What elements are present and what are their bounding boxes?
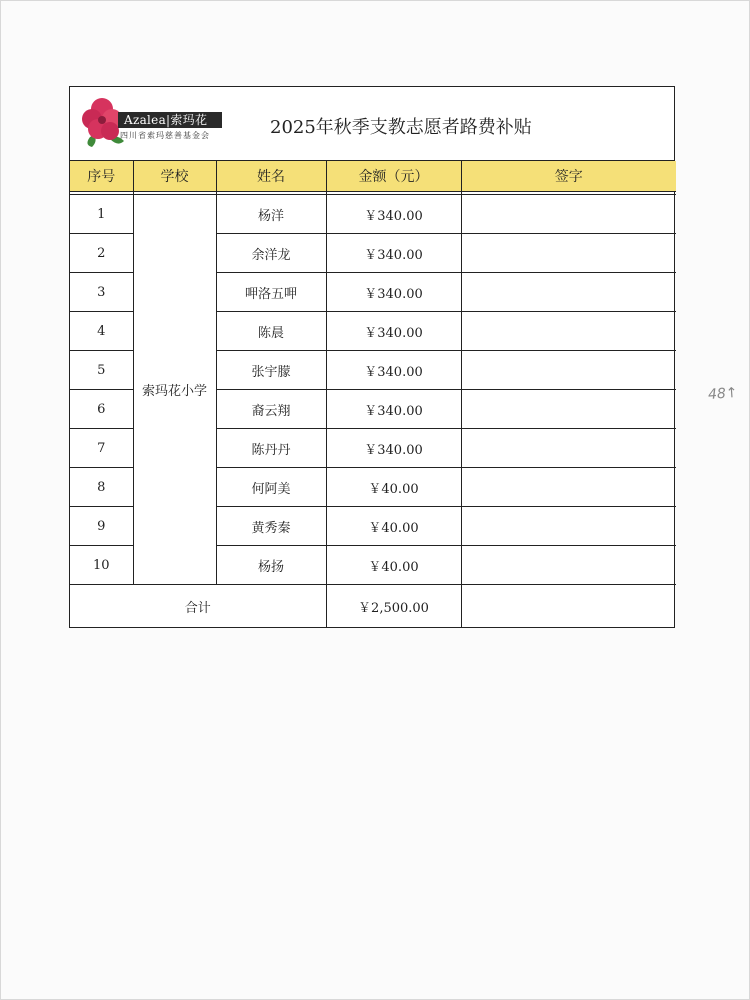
row-index: 4: [70, 312, 133, 351]
row-signature: [461, 546, 676, 585]
row-name: 余洋龙: [216, 234, 326, 273]
subsidy-table: [70, 161, 676, 627]
subsidy-document: [69, 86, 675, 628]
row-index: 9: [70, 507, 133, 546]
table-header-row: [70, 161, 676, 192]
row-index: 5: [70, 351, 133, 390]
row-name: 何阿美: [216, 468, 326, 507]
row-index: 10: [70, 546, 133, 585]
row-index: 7: [70, 429, 133, 468]
header-index: 序号: [70, 161, 133, 192]
row-amount: ￥40.00: [326, 468, 461, 507]
row-index: 8: [70, 468, 133, 507]
document-title: 2025年秋季支教志愿者路费补贴: [270, 117, 532, 138]
row-signature: [461, 351, 676, 390]
row-index: 2: [70, 234, 133, 273]
total-amount: ￥2,500.00: [326, 585, 461, 628]
row-amount: ￥340.00: [326, 390, 461, 429]
header-school: 学校: [133, 161, 216, 192]
table-row: [70, 195, 676, 234]
row-amount: ￥340.00: [326, 273, 461, 312]
row-signature: [461, 390, 676, 429]
row-signature: [461, 507, 676, 546]
row-name: 陈丹丹: [216, 429, 326, 468]
row-amount: ￥340.00: [326, 429, 461, 468]
row-signature: [461, 273, 676, 312]
row-index: 6: [70, 390, 133, 429]
row-signature: [461, 429, 676, 468]
header-signature: 签字: [461, 161, 676, 192]
row-name: 黄秀秦: [216, 507, 326, 546]
total-row: [70, 585, 676, 628]
handwritten-note: 48↑: [707, 384, 739, 404]
row-index: 1: [70, 195, 133, 234]
header-name: 姓名: [216, 161, 326, 192]
row-amount: ￥340.00: [326, 234, 461, 273]
logo-org-text: 四川省索玛慈善基金会: [120, 131, 210, 140]
row-name: 陈晨: [216, 312, 326, 351]
logo-brand-text: Azalea|索玛花: [118, 112, 222, 128]
row-signature: [461, 234, 676, 273]
row-index: 3: [70, 273, 133, 312]
row-signature: [461, 195, 676, 234]
row-name: 张宇朦: [216, 351, 326, 390]
row-signature: [461, 468, 676, 507]
row-amount: ￥40.00: [326, 507, 461, 546]
row-signature: [461, 312, 676, 351]
title-row: [70, 87, 674, 161]
row-amount: ￥40.00: [326, 546, 461, 585]
row-name: 杨洋: [216, 195, 326, 234]
row-name: 杨扬: [216, 546, 326, 585]
total-signature: [461, 585, 676, 628]
row-amount: ￥340.00: [326, 351, 461, 390]
row-amount: ￥340.00: [326, 195, 461, 234]
foundation-logo: [80, 93, 240, 149]
row-name: 裔云翔: [216, 390, 326, 429]
school-cell: 索玛花小学: [133, 195, 216, 585]
total-label: 合计: [70, 585, 326, 628]
row-amount: ￥340.00: [326, 312, 461, 351]
header-amount: 金额（元）: [326, 161, 461, 192]
row-name: 呷洛五呷: [216, 273, 326, 312]
